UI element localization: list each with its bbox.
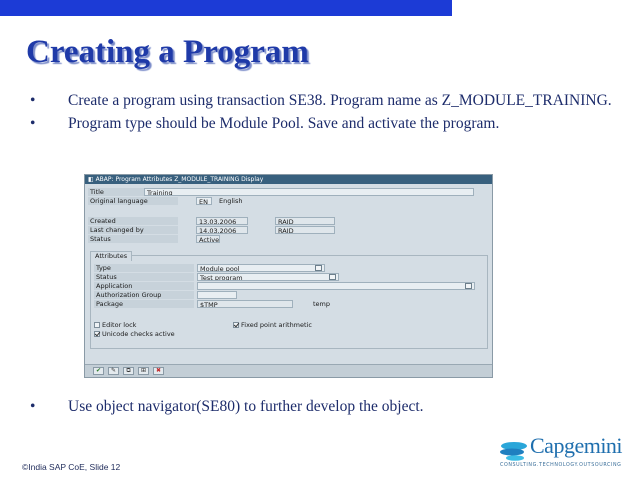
authorization-group-field[interactable] (197, 291, 237, 299)
bullet-dot: • (30, 398, 36, 415)
dropdown-icon[interactable] (329, 274, 336, 280)
application-dropdown[interactable] (197, 282, 475, 290)
sap-button-toolbar (85, 364, 492, 377)
type-value: Module pool (200, 265, 240, 272)
created-date-field: 13.03.2006 (196, 217, 248, 225)
bullet-item (30, 90, 620, 111)
bullet-text: Create a program using transaction SE38. Program name as Z_MODULE_TRAINING. (68, 92, 612, 109)
unicode-checks-label: Unicode checks active (102, 330, 175, 338)
editor-lock-label: Editor lock (102, 321, 137, 329)
top-accent-bar (0, 0, 452, 16)
copy-icon[interactable]: ⊞ (138, 367, 149, 375)
attr-status-value: Test program (200, 274, 243, 281)
bullet-item-last (30, 398, 424, 416)
bullet-item (30, 113, 620, 134)
slide-footer: ©India SAP CoE, Slide 12 (22, 462, 121, 472)
bullet-list (30, 90, 620, 136)
created-by-field: RAID (275, 217, 335, 225)
editor-lock-checkbox[interactable] (94, 322, 100, 328)
created-label: Created (88, 217, 178, 225)
title-field[interactable]: Training (144, 188, 474, 196)
dropdown-icon[interactable] (465, 283, 472, 289)
title-label: Title (88, 188, 178, 196)
attr-status-dropdown[interactable] (197, 273, 339, 281)
authorization-group-label: Authorization Group (94, 291, 194, 299)
type-dropdown[interactable] (197, 264, 325, 272)
logo-wordmark: Capgemini (530, 433, 623, 458)
logo-tagline: CONSULTING.TECHNOLOGY.OUTSOURCING (500, 463, 622, 468)
last-changed-by-field: RAID (275, 226, 335, 234)
unicode-checks-checkbox[interactable] (94, 331, 100, 337)
status-field: Active (196, 235, 220, 243)
unicode-checks-option[interactable] (94, 330, 175, 338)
bullet-dot: • (30, 115, 36, 132)
sap-window-title-text: ABAP: Program Attributes Z_MODULE_TRAINING Display (95, 176, 264, 183)
sap-program-attributes-window (84, 174, 493, 378)
edit-pencil-icon[interactable]: ✎ (108, 367, 119, 375)
fixed-point-label: Fixed point arithmetic (241, 321, 312, 329)
sap-window-title (85, 175, 492, 184)
fixed-point-checkbox[interactable] (233, 322, 239, 328)
sap-logo-icon: ◧ (88, 176, 96, 183)
other-object-icon[interactable]: ⧉ (123, 367, 134, 375)
editor-lock-option[interactable] (94, 321, 136, 329)
original-language-label: Original language (88, 197, 178, 205)
package-label: Package (94, 300, 194, 308)
original-language-code-field[interactable]: EN (196, 197, 212, 205)
package-description: temp (313, 300, 331, 308)
confirm-check-icon[interactable]: ✔ (93, 367, 104, 375)
last-changed-label: Last changed by (88, 226, 178, 234)
application-label: Application (94, 282, 194, 290)
type-label: Type (94, 264, 194, 272)
bullet-text: Program type should be Module Pool. Save and activate the program. (68, 115, 500, 132)
package-field: $TMP (197, 300, 293, 308)
slide-title: Creating a Program (26, 34, 309, 70)
fixed-point-option[interactable] (233, 321, 312, 329)
original-language-name: English (219, 197, 243, 205)
last-changed-date-field: 14.03.2006 (196, 226, 248, 234)
bullet-text: Use object navigator(SE80) to further develop the object. (68, 398, 424, 415)
dropdown-icon[interactable] (315, 265, 322, 271)
attr-status-label: Status (94, 273, 194, 281)
cancel-x-icon[interactable]: ✖ (153, 367, 164, 375)
status-label: Status (88, 235, 178, 243)
attributes-group-title: Attributes (90, 251, 132, 261)
bullet-dot: • (30, 92, 36, 109)
